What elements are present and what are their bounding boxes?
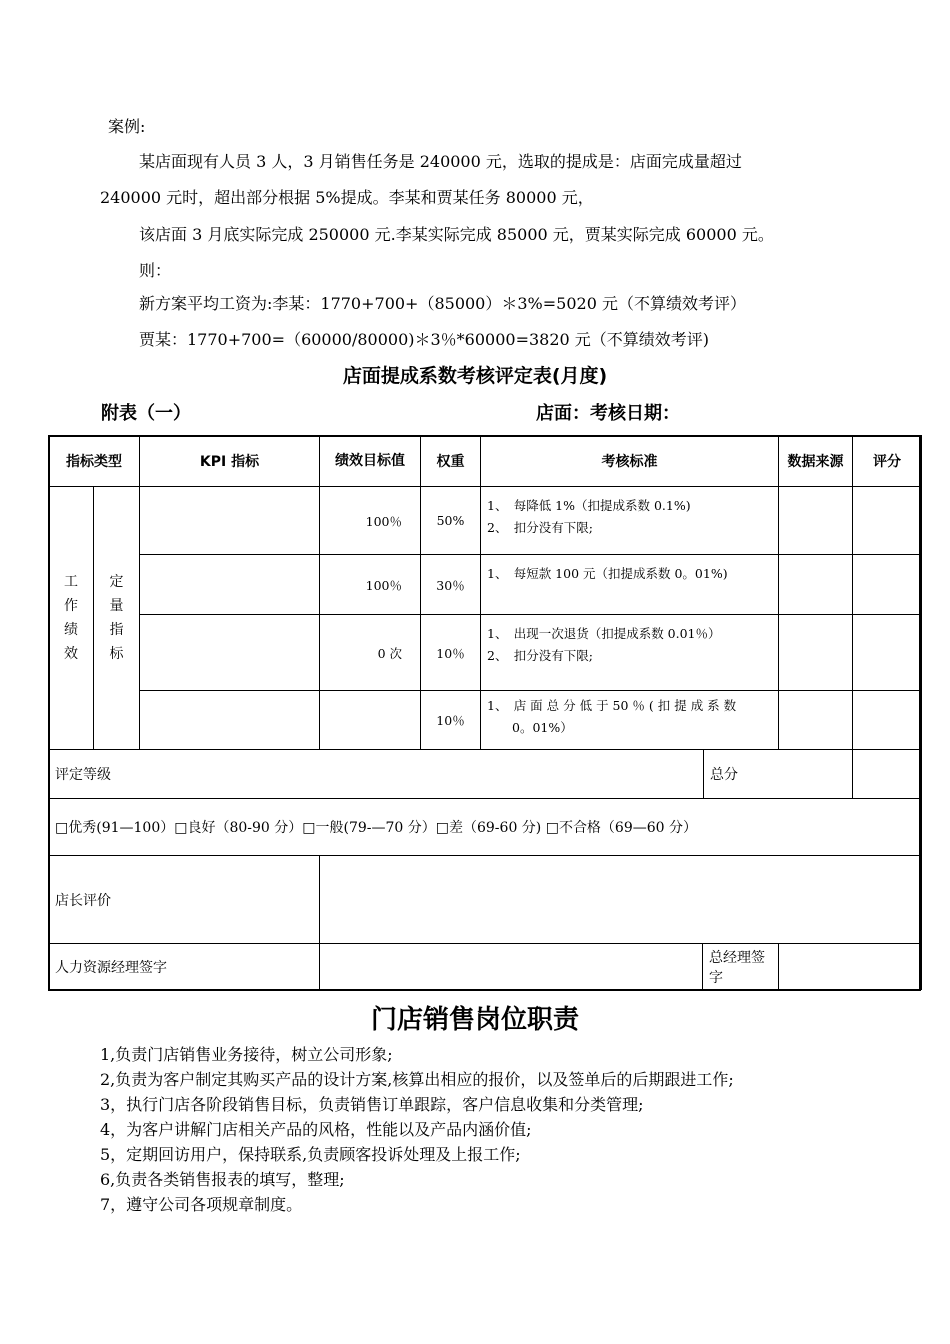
score-cell[interactable] (853, 691, 922, 750)
criteria-cell: 1、 店 面 总 分 低 于 50 ％ ( 扣 提 成 系 数 0。01%） (481, 691, 779, 750)
case-line-5: 新方案平均工资为:李某：1770+700+（85000）＊3%=5020 元（不算绩效考评） (139, 294, 746, 313)
manager-eval-field[interactable] (320, 856, 922, 944)
kpi-assessment-table (48, 435, 922, 990)
total-label: 总分 (704, 750, 853, 799)
criteria-cell: 1、 每降低 1%（扣提成系数 0.1%) 2、 扣分没有下限; (481, 487, 779, 555)
duty-item: 7，遵守公司各项规章制度。 (100, 1195, 303, 1214)
form-subtitle-left: 附表（一） (101, 403, 191, 424)
gm-sign-field[interactable] (779, 944, 922, 990)
weight-cell[interactable]: 10％ (421, 615, 481, 691)
kpi-cell[interactable] (140, 487, 320, 555)
hr-sign-label: 人力资源经理签字 (49, 944, 320, 990)
header-source: 数据来源 (779, 436, 853, 487)
header-weight: 权重 (421, 436, 481, 487)
duty-item: 3，执行门店各阶段销售目标，负责销售订单跟踪，客户信息收集和分类管理; (100, 1095, 644, 1114)
hr-sign-field[interactable] (320, 944, 703, 990)
form-title: 店面提成系数考核评定表(月度) (342, 365, 608, 387)
grade-options[interactable]: □优秀(91—100）□良好（80-90 分）□一般(79-—70 分）□差（69-60 分) □不合格（69—60 分） (49, 799, 922, 856)
header-score: 评分 (853, 436, 922, 487)
duty-item: 4，为客户讲解门店相关产品的风格，性能以及产品内涵价值; (100, 1120, 532, 1139)
duty-item: 6,负责各类销售报表的填写，整理; (100, 1170, 345, 1189)
source-cell[interactable] (779, 615, 853, 691)
form-subtitle-right: 店面：考核日期： (536, 403, 680, 424)
case-line-3: 该店面 3 月底实际完成 250000 元.李某实际完成 85000 元，贾某实际完成 60000 元。 (139, 225, 774, 244)
header-type: 指标类型 (49, 436, 140, 487)
kpi-cell[interactable] (140, 691, 320, 750)
case-line-6: 贾某：1770+700=（60000/80000)＊3％*60000=3820 元（不算绩效考评) (139, 330, 710, 349)
score-cell[interactable] (853, 615, 922, 691)
target-cell[interactable] (320, 691, 421, 750)
group-main: 工作绩效 (49, 487, 94, 750)
gm-sign-label: 总经理签字 (703, 944, 779, 990)
case-line-1: 某店面现有人员 3 人，3 月销售任务是 240000 元，选取的提成是：店面完成量超过 (139, 152, 742, 171)
weight-cell[interactable]: 10％ (421, 691, 481, 750)
source-cell[interactable] (779, 691, 853, 750)
duty-item: 1,负责门店销售业务接待，树立公司形象; (100, 1045, 393, 1064)
header-target: 绩效目标值 (320, 436, 421, 487)
weight-cell[interactable]: 30％ (421, 555, 481, 615)
criteria-cell: 1、 每短款 100 元（扣提成系数 0。01%) (481, 555, 779, 615)
case-line-2: 240000 元时，超出部分根据 5%提成。李某和贾某任务 80000 元， (100, 188, 594, 207)
total-score-cell[interactable] (853, 750, 922, 799)
duty-item: 5，定期回访用户，保持联系,负责顾客投诉处理及上报工作; (100, 1145, 521, 1164)
kpi-cell[interactable] (140, 555, 320, 615)
group-sub: 定量指标 (94, 487, 140, 750)
duties-title: 门店销售岗位职责 (370, 1005, 579, 1035)
manager-eval-label: 店长评价 (49, 856, 320, 944)
header-standard: 考核标准 (481, 436, 779, 487)
kpi-cell[interactable] (140, 615, 320, 691)
target-cell[interactable]: 100％ (320, 487, 421, 555)
source-cell[interactable] (779, 487, 853, 555)
source-cell[interactable] (779, 555, 853, 615)
duty-item: 2,负责为客户制定其购买产品的设计方案,核算出相应的报价，以及签单后的后期跟进工作; (100, 1070, 734, 1089)
target-cell[interactable]: 0 次 (320, 615, 421, 691)
score-cell[interactable] (853, 487, 922, 555)
case-label: 案例: (108, 117, 146, 136)
weight-cell[interactable]: 50% (421, 487, 481, 555)
target-cell[interactable]: 100％ (320, 555, 421, 615)
case-line-4: 则： (139, 261, 172, 280)
duties-list (100, 1042, 734, 1217)
rating-label: 评定等级 (49, 750, 704, 799)
header-kpi: KPI 指标 (140, 436, 320, 487)
score-cell[interactable] (853, 555, 922, 615)
criteria-cell: 1、 出现一次退货（扣提成系数 0.01％） 2、 扣分没有下限; (481, 615, 779, 691)
